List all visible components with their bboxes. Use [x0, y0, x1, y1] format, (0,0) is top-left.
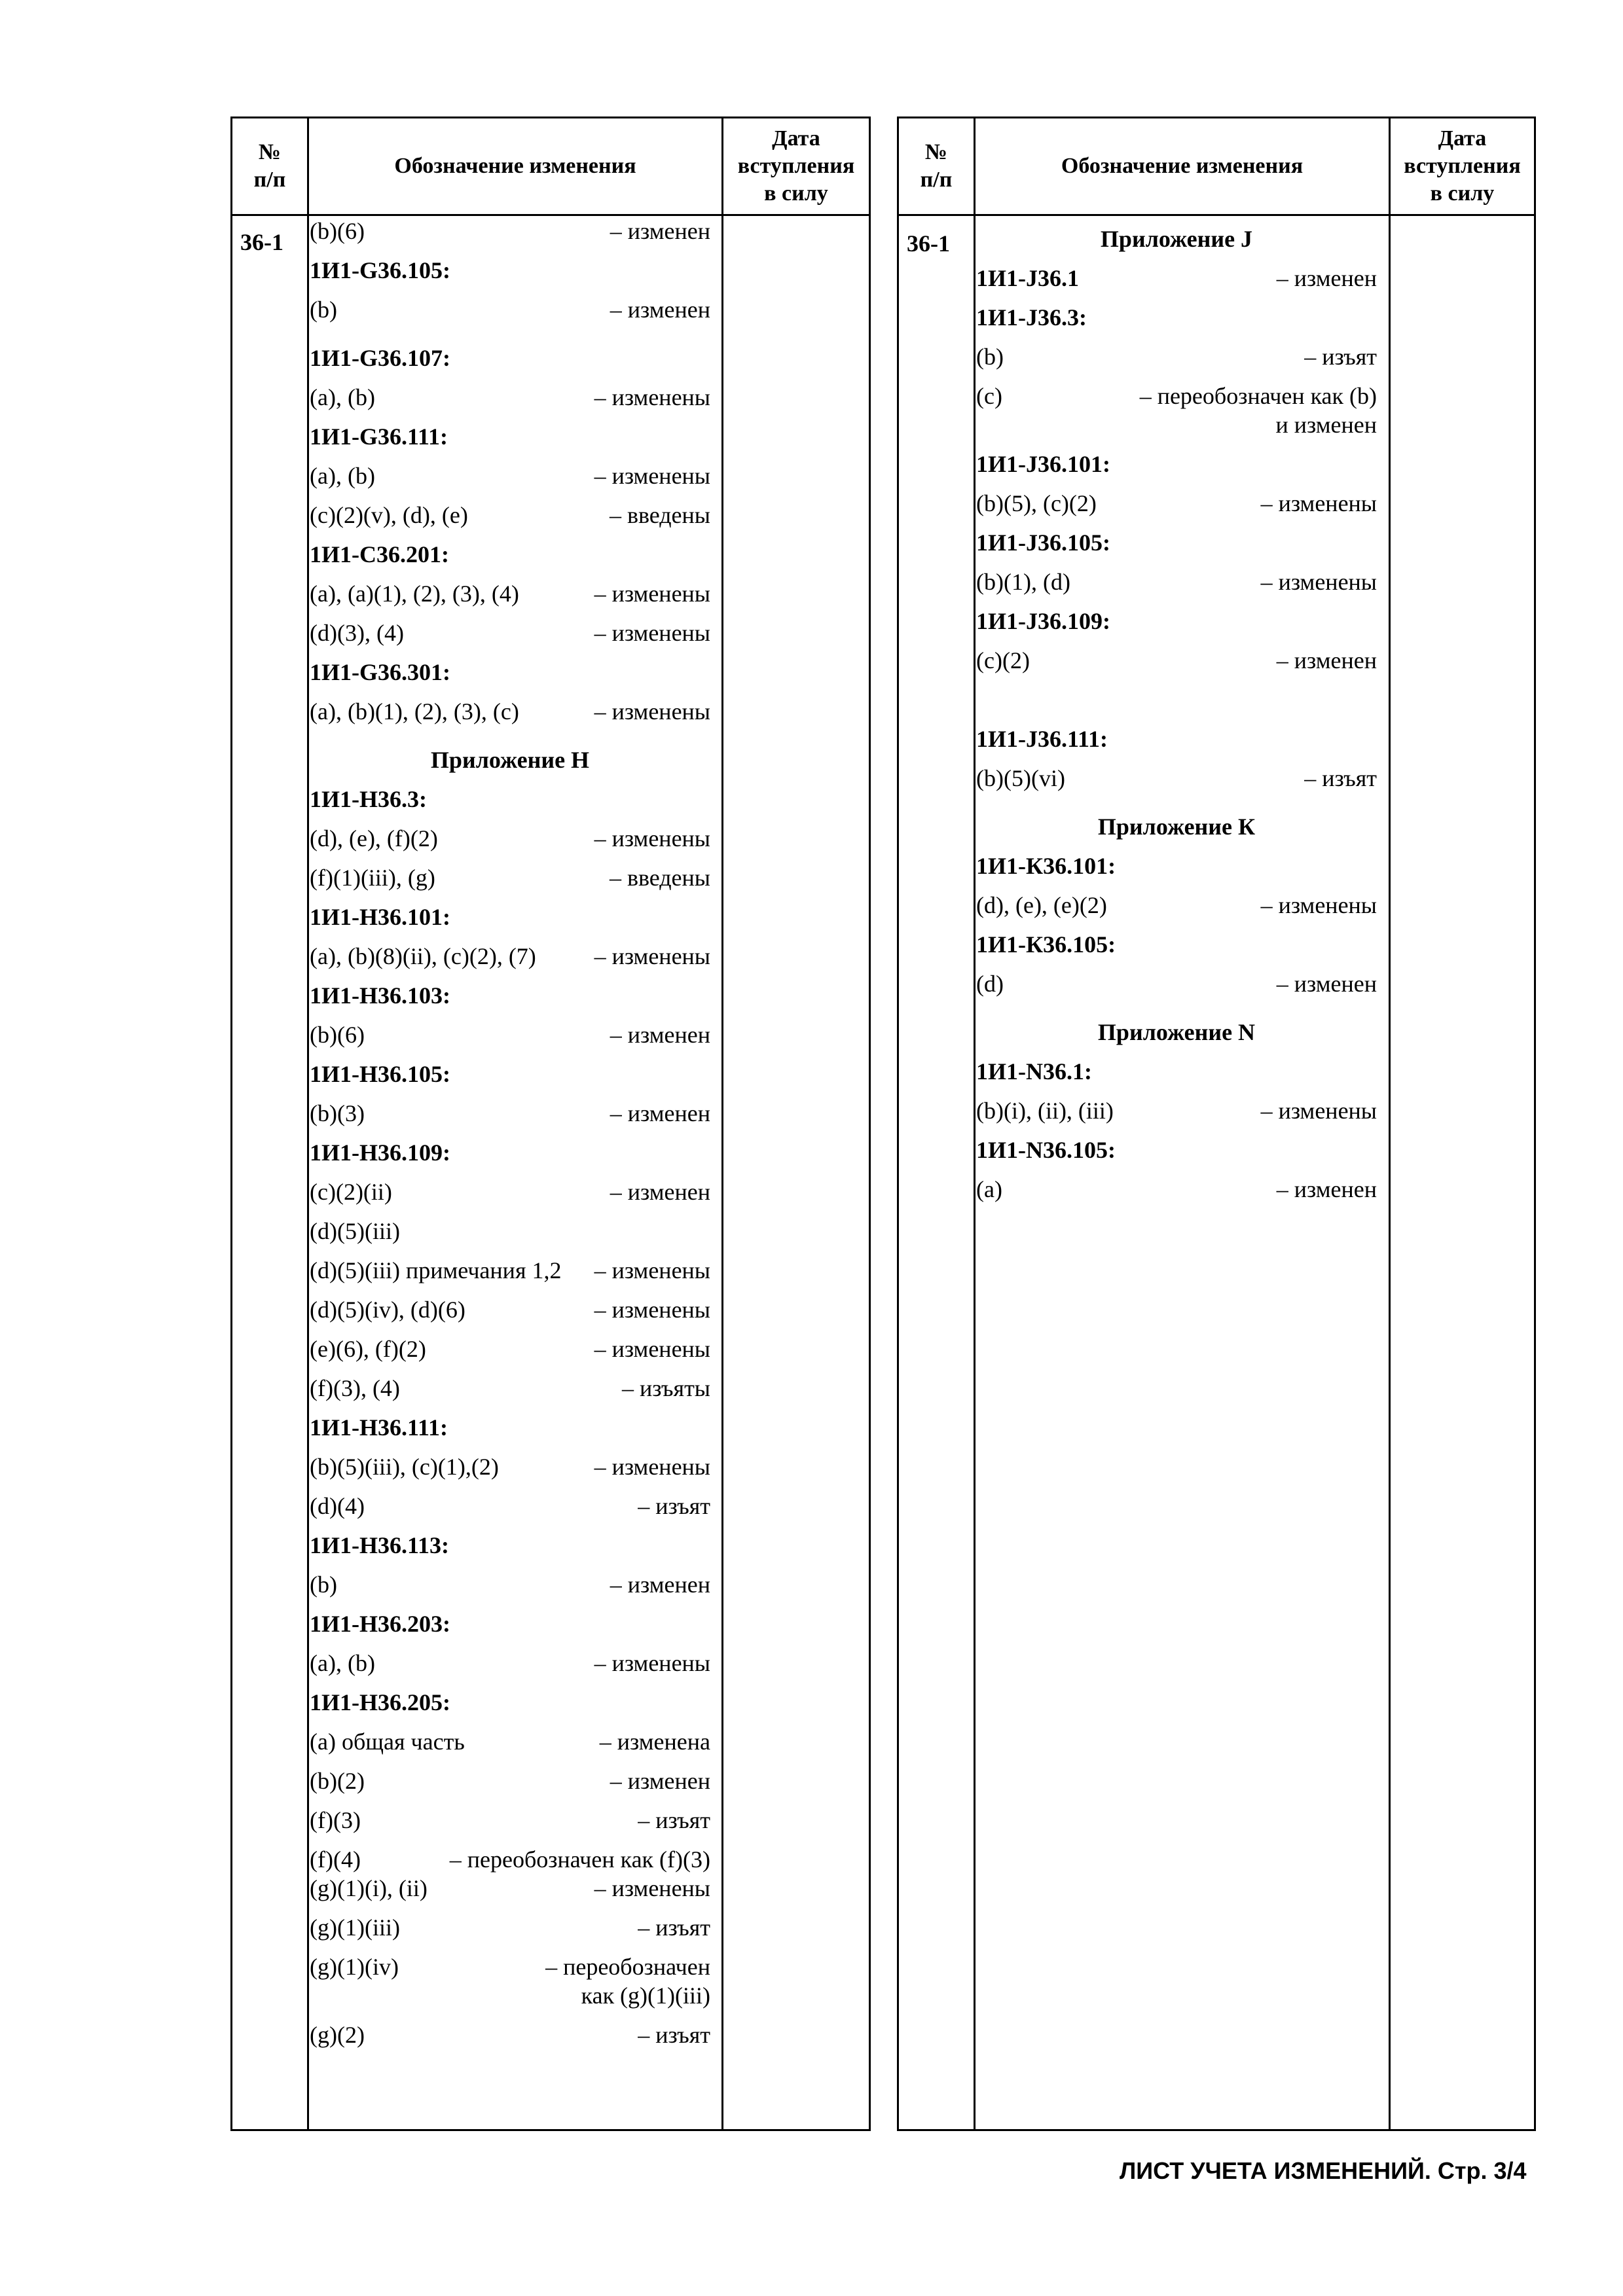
change-entry [976, 567, 1377, 607]
paragraph-ref: (b) [310, 1571, 337, 1598]
section-code: 1И1-J36.105: [976, 529, 1110, 556]
change-status: – изменена [599, 1729, 710, 1755]
section-heading [310, 1609, 710, 1649]
section-code: 1И1-H36.101: [310, 904, 450, 930]
column-header-date [1391, 118, 1534, 214]
section-heading [310, 256, 710, 295]
amendments-table-right [897, 117, 1536, 2131]
appendix-heading: Приложение H [430, 747, 590, 773]
change-entry [976, 764, 1377, 803]
paragraph-ref: (a), (b)(8)(ii), (c)(2), (7) [310, 943, 536, 969]
page-footer: ЛИСТ УЧЕТА ИЗМЕНЕНИЙ. Стр. 3/4 [1120, 2157, 1527, 2184]
change-status: – введены [609, 865, 710, 891]
section-heading [976, 303, 1377, 342]
change-entry [310, 579, 710, 619]
section-heading [976, 725, 1377, 764]
change-status: – изъят [638, 1914, 710, 1941]
paragraph-ref: (d) [976, 971, 1004, 997]
section-heading [310, 785, 710, 824]
section-code: 1И1-G36.107: [310, 345, 450, 371]
change-entry [310, 383, 710, 422]
change-status: – изменены [1260, 1098, 1377, 1124]
change-status: – изменены [1260, 892, 1377, 918]
change-status: – изменены [594, 1257, 710, 1283]
change-entry [310, 1020, 710, 1060]
change-entry [310, 824, 710, 863]
section-code: 1И1-C36.201: [310, 541, 449, 567]
change-status: – изъят [1304, 765, 1377, 791]
change-entry [310, 619, 710, 658]
header-num-text: № п/п [920, 140, 953, 192]
paragraph-ref: (g)(1)(iii) [310, 1914, 400, 1941]
paragraph-ref: (f)(3) [310, 1807, 361, 1833]
change-entry [310, 2020, 710, 2060]
change-status: – введены [609, 502, 710, 528]
section-code: 1И1-J36.3: [976, 304, 1087, 331]
section-heading [310, 1531, 710, 1570]
column-header-designation [309, 118, 721, 214]
column-header-number [899, 118, 974, 214]
section-code: 1И1-N36.1: [976, 1058, 1092, 1085]
change-status: – изменены [594, 825, 710, 852]
header-num-text: № п/п [253, 140, 286, 192]
section-code: 1И1-J36.111: [976, 726, 1108, 752]
section-heading [976, 607, 1377, 646]
change-status: – изъят [1304, 344, 1377, 370]
change-entry [976, 382, 1377, 450]
paragraph-ref: (b)(i), (ii), (iii) [976, 1098, 1114, 1124]
change-status: – изменен [610, 218, 710, 244]
column-divider [974, 118, 976, 2129]
change-entry [310, 501, 710, 540]
change-status: – изменен [610, 296, 710, 323]
paragraph-ref: (b)(5)(vi) [976, 765, 1065, 791]
change-entry [976, 1175, 1377, 1214]
header-designation-text: Обозначение изменения [394, 154, 636, 178]
change-status: – изменены [1260, 569, 1377, 595]
change-status: – переобозначен как (b) и изменен [1139, 383, 1377, 438]
section-heading [310, 344, 710, 383]
section-heading [976, 1057, 1377, 1096]
paragraph-ref: (e)(6), (f)(2) [310, 1336, 426, 1362]
section-code: 1И1-J36.109: [976, 608, 1110, 634]
section-code: 1И1-G36.111: [310, 423, 448, 450]
change-status: – изменены [594, 1650, 710, 1676]
section-code: 1И1-N36.105: [976, 1137, 1116, 1163]
column-divider [307, 118, 309, 2129]
change-status: – изменен [1276, 265, 1377, 291]
amendments-table-left [230, 117, 871, 2131]
column-header-designation [976, 118, 1389, 214]
paragraph-ref: (b)(2) [310, 1768, 365, 1794]
change-entry [310, 1806, 710, 1845]
header-designation-text: Обозначение изменения [1061, 154, 1304, 178]
section-code: 1И1-H36.203: [310, 1611, 450, 1637]
header-divider [899, 214, 1534, 216]
change-entry [310, 295, 710, 334]
change-status: – изменены [594, 698, 710, 725]
section-heading [976, 528, 1377, 567]
section-heading [976, 450, 1377, 489]
section-heading [976, 1136, 1377, 1175]
change-entry [976, 1096, 1377, 1136]
paragraph-ref: (b)(5), (c)(2) [976, 490, 1097, 516]
appendix-heading: Приложение N [1097, 1019, 1256, 1045]
appendix-heading: Приложение J [1100, 226, 1253, 252]
paragraph-ref: (d)(5)(iii) примечания 1,2 [310, 1257, 562, 1283]
change-status: – изъят [638, 2022, 710, 2048]
column-header-date [723, 118, 869, 214]
change-status: – изменены [1260, 490, 1377, 516]
change-entry [310, 217, 710, 256]
section-code: 1И1-H36.113: [310, 1532, 449, 1558]
change-status: – изменен [610, 1100, 710, 1126]
change-entry [310, 461, 710, 501]
section-code: 1И1-J36.101: [976, 451, 1110, 477]
change-status: – изменен [1276, 971, 1377, 997]
paragraph-ref: (d), (e), (f)(2) [310, 825, 438, 852]
section-code: 1И1-G36.105: [310, 257, 450, 283]
paragraph-ref: (a), (b) [310, 384, 375, 410]
change-entry [976, 489, 1377, 528]
change-status: – изменен [610, 1768, 710, 1794]
change-entry [310, 1649, 710, 1688]
paragraph-ref: (b)(3) [310, 1100, 365, 1126]
paragraph-ref: (a) общая часть [310, 1729, 465, 1755]
section-heading [310, 422, 710, 461]
paragraph-ref: (f)(1)(iii), (g) [310, 865, 435, 891]
change-status: – переобозначен как (f)(3) – изменены [449, 1846, 710, 1901]
paragraph-ref: (b) [310, 296, 337, 323]
change-entry [976, 891, 1377, 930]
paragraph-ref: (c)(2)(v), (d), (e) [310, 502, 468, 528]
section-heading [310, 658, 710, 697]
paragraph-ref: (c) [976, 383, 1002, 409]
paragraph-ref: (a), (a)(1), (2), (3), (4) [310, 581, 519, 607]
change-status: – изъят [638, 1493, 710, 1519]
paragraph-ref: 1И1-J36.1 [976, 265, 1079, 291]
section-heading [976, 852, 1377, 891]
paragraph-ref: (f)(4) (g)(1)(i), (ii) [310, 1846, 428, 1901]
header-date-text: Дата вступления в силу [737, 126, 855, 206]
section-code: 1И1-H36.3: [310, 786, 427, 812]
change-entry [976, 646, 1377, 685]
change-entry [310, 942, 710, 981]
section-code: 1И1-H36.103: [310, 982, 450, 1009]
change-status: – изменены [594, 384, 710, 410]
paragraph-ref: (a), (b) [310, 463, 375, 489]
section-code: 1И1-H36.105: [310, 1061, 450, 1087]
change-entry [310, 1952, 710, 2020]
change-entry [976, 969, 1377, 1009]
column-divider [1389, 118, 1391, 2129]
paragraph-ref: (c)(2) [976, 647, 1030, 673]
paragraph-ref: (b)(1), (d) [976, 569, 1070, 595]
change-entry [310, 1099, 710, 1138]
column-header-number [232, 118, 307, 214]
change-entry [310, 1845, 710, 1913]
change-status: – изменен [1276, 1176, 1377, 1202]
column-divider [721, 118, 723, 2129]
change-status: – изменены [594, 1297, 710, 1323]
change-status: – изменены [594, 581, 710, 607]
change-entry [310, 1374, 710, 1413]
row-number: 36-1 [907, 230, 950, 257]
paragraph-ref: (f)(3), (4) [310, 1375, 400, 1401]
designation-list [310, 217, 710, 2060]
paragraph-ref: (b)(6) [310, 218, 365, 244]
paragraph-ref: (d)(5)(iii) [310, 1218, 400, 1244]
section-code: 1И1-H36.111: [310, 1414, 448, 1441]
change-entry [310, 1727, 710, 1767]
change-entry [310, 1452, 710, 1492]
paragraph-ref: (a), (b)(1), (2), (3), (c) [310, 698, 519, 725]
change-entry [310, 1335, 710, 1374]
paragraph-ref: (d), (e), (e)(2) [976, 892, 1107, 918]
change-status: – изменены [594, 1454, 710, 1480]
section-code: 1И1-G36.301: [310, 659, 450, 685]
row-number: 36-1 [240, 229, 283, 255]
change-entry [310, 1913, 710, 1952]
designation-list [976, 224, 1377, 1214]
change-status: – изменен [1276, 647, 1377, 673]
paragraph-ref: (d)(3), (4) [310, 620, 404, 646]
change-status: – переобозначен как (g)(1)(iii) [545, 1954, 710, 2009]
change-status: – изменен [610, 1571, 710, 1598]
change-status: – изменены [594, 1336, 710, 1362]
change-status: – изменены [594, 463, 710, 489]
section-heading [310, 1138, 710, 1177]
section-heading [310, 1060, 710, 1099]
header-date-text: Дата вступления в силу [1404, 126, 1521, 206]
section-heading [976, 930, 1377, 969]
change-status: – изъят [638, 1807, 710, 1833]
change-entry [310, 1767, 710, 1806]
section-heading [310, 981, 710, 1020]
change-entry [310, 1570, 710, 1609]
change-status: – изменены [594, 943, 710, 969]
section-code: 1И1-H36.205: [310, 1689, 450, 1715]
change-entry [310, 863, 710, 903]
change-entry [310, 1177, 710, 1217]
paragraph-ref: (a) [976, 1176, 1002, 1202]
header-divider [232, 214, 869, 216]
paragraph-ref: (g)(2) [310, 2022, 365, 2048]
change-entry [976, 264, 1377, 303]
section-heading [310, 1688, 710, 1727]
paragraph-ref: (b)(6) [310, 1022, 365, 1048]
section-code: 1И1-К36.101: [976, 853, 1116, 879]
paragraph-ref: (g)(1)(iv) [310, 1954, 399, 1980]
paragraph-ref: (d)(5)(iv), (d)(6) [310, 1297, 465, 1323]
change-entry [310, 1295, 710, 1335]
change-entry [310, 697, 710, 736]
paragraph-ref: (c)(2)(ii) [310, 1179, 392, 1205]
paragraph-ref: (b) [976, 344, 1004, 370]
paragraph-ref: (a), (b) [310, 1650, 375, 1676]
change-status: – изменен [610, 1022, 710, 1048]
change-entry [310, 1256, 710, 1295]
section-heading [310, 903, 710, 942]
change-status: – изъяты [622, 1375, 710, 1401]
paragraph-ref: (b)(5)(iii), (c)(1),(2) [310, 1454, 499, 1480]
change-entry [310, 1492, 710, 1531]
section-code: 1И1-К36.105: [976, 931, 1116, 958]
section-heading [310, 540, 710, 579]
change-status: – изменены [594, 620, 710, 646]
paragraph-ref: (d)(4) [310, 1493, 365, 1519]
change-status: – изменен [610, 1179, 710, 1205]
section-code: 1И1-H36.109: [310, 1139, 450, 1166]
appendix-heading: Приложение К [1097, 814, 1256, 840]
change-entry [976, 342, 1377, 382]
change-entry [310, 1217, 710, 1256]
section-heading [310, 1413, 710, 1452]
